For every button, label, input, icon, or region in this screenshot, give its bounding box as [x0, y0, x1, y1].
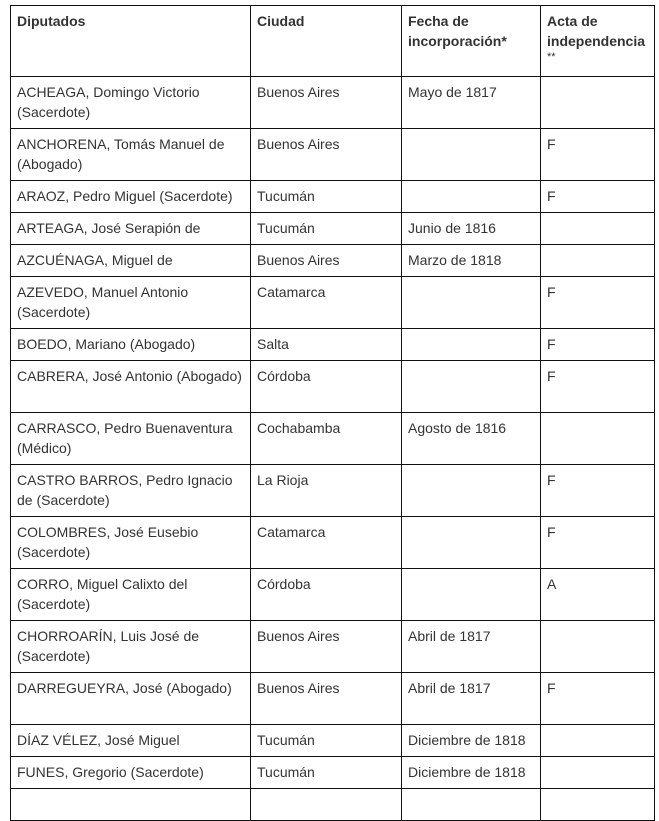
header-fecha: Fecha de incorporación* — [402, 6, 541, 77]
cell-acta: F — [541, 517, 655, 569]
table-row — [11, 329, 655, 361]
cell-ciudad: Buenos Aires — [251, 129, 402, 181]
cell-fecha — [402, 181, 541, 213]
cell-ciudad: Córdoba — [251, 569, 402, 621]
cell-diputado: ARAOZ, Pedro Miguel (Sacerdote) — [11, 181, 251, 213]
cell-diputado: ARTEAGA, José Serapión de — [11, 213, 251, 245]
cell-diputado: AZEVEDO, Manuel Antonio (Sacerdote) — [11, 277, 251, 329]
cell-diputado: FUNES, Gregorio (Sacerdote) — [11, 757, 251, 789]
cell-acta — [541, 725, 655, 757]
header-ciudad: Ciudad — [251, 6, 402, 77]
table-row — [11, 413, 655, 465]
cell-fecha — [402, 361, 541, 413]
cell-acta: F — [541, 329, 655, 361]
cell-fecha: Abril de 1817 — [402, 621, 541, 673]
table-row — [11, 789, 655, 821]
diputados-table — [10, 5, 655, 821]
cell-ciudad: La Rioja — [251, 465, 402, 517]
cell-diputado: CABRERA, José Antonio (Abogado) — [11, 361, 251, 413]
cell-acta: A — [541, 569, 655, 621]
header-diputados: Diputados — [11, 6, 251, 77]
cell-acta — [541, 245, 655, 277]
cell-diputado: AZCUÉNAGA, Miguel de — [11, 245, 251, 277]
cell-diputado: CASTRO BARROS, Pedro Ignacio de (Sacerdote) — [11, 465, 251, 517]
cell-fecha — [402, 277, 541, 329]
cell-ciudad: Tucumán — [251, 213, 402, 245]
cell-ciudad: Tucumán — [251, 725, 402, 757]
cell-acta — [541, 789, 655, 821]
cell-diputado: DARREGUEYRA, José (Abogado) — [11, 673, 251, 725]
cell-fecha: Diciembre de 1818 — [402, 725, 541, 757]
table-row — [11, 181, 655, 213]
cell-fecha: Marzo de 1818 — [402, 245, 541, 277]
table-row — [11, 757, 655, 789]
table-row — [11, 77, 655, 129]
table-row — [11, 245, 655, 277]
cell-acta — [541, 213, 655, 245]
cell-fecha: Junio de 1816 — [402, 213, 541, 245]
cell-fecha — [402, 129, 541, 181]
cell-diputado: ACHEAGA, Domingo Victorio (Sacerdote) — [11, 77, 251, 129]
cell-fecha — [402, 517, 541, 569]
cell-ciudad: Catamarca — [251, 277, 402, 329]
table-row — [11, 517, 655, 569]
table-row — [11, 465, 655, 517]
cell-diputado: BOEDO, Mariano (Abogado) — [11, 329, 251, 361]
cell-acta: F — [541, 673, 655, 725]
cell-diputado: CHORROARÍN, Luis José de (Sacerdote) — [11, 621, 251, 673]
cell-fecha: Abril de 1817 — [402, 673, 541, 725]
cell-diputado: CARRASCO, Pedro Buenaventura (Médico) — [11, 413, 251, 465]
table-row — [11, 361, 655, 413]
cell-acta: F — [541, 361, 655, 413]
cell-ciudad: Córdoba — [251, 361, 402, 413]
cell-ciudad: Buenos Aires — [251, 245, 402, 277]
cell-acta: F — [541, 181, 655, 213]
cell-fecha: Mayo de 1817 — [402, 77, 541, 129]
cell-fecha: Agosto de 1816 — [402, 413, 541, 465]
cell-acta: F — [541, 277, 655, 329]
cell-diputado: CORRO, Miguel Calixto del (Sacerdote) — [11, 569, 251, 621]
cell-fecha — [402, 789, 541, 821]
header-acta — [541, 6, 655, 77]
cell-ciudad: Buenos Aires — [251, 77, 402, 129]
table-header-row — [11, 6, 655, 77]
cell-diputado: DÍAZ VÉLEZ, José Miguel — [11, 725, 251, 757]
table-row — [11, 725, 655, 757]
cell-diputado — [11, 789, 251, 821]
cell-ciudad — [251, 789, 402, 821]
cell-fecha: Diciembre de 1818 — [402, 757, 541, 789]
table-container — [10, 5, 655, 821]
table-row — [11, 277, 655, 329]
cell-fecha — [402, 569, 541, 621]
cell-ciudad: Salta — [251, 329, 402, 361]
cell-ciudad: Tucumán — [251, 757, 402, 789]
cell-ciudad: Buenos Aires — [251, 621, 402, 673]
table-row — [11, 621, 655, 673]
cell-ciudad: Catamarca — [251, 517, 402, 569]
table-row — [11, 213, 655, 245]
cell-acta — [541, 77, 655, 129]
header-acta-note: ** — [547, 51, 556, 63]
cell-acta — [541, 621, 655, 673]
header-acta-label: Acta de independencia — [547, 13, 646, 49]
cell-diputado: COLOMBRES, José Eusebio (Sacerdote) — [11, 517, 251, 569]
cell-ciudad: Tucumán — [251, 181, 402, 213]
cell-acta — [541, 757, 655, 789]
cell-ciudad: Buenos Aires — [251, 673, 402, 725]
cell-fecha — [402, 329, 541, 361]
cell-acta — [541, 413, 655, 465]
cell-acta: F — [541, 129, 655, 181]
table-row — [11, 673, 655, 725]
table-row — [11, 129, 655, 181]
cell-fecha — [402, 465, 541, 517]
cell-ciudad: Cochabamba — [251, 413, 402, 465]
cell-diputado: ANCHORENA, Tomás Manuel de (Abogado) — [11, 129, 251, 181]
table-row — [11, 569, 655, 621]
cell-acta: F — [541, 465, 655, 517]
